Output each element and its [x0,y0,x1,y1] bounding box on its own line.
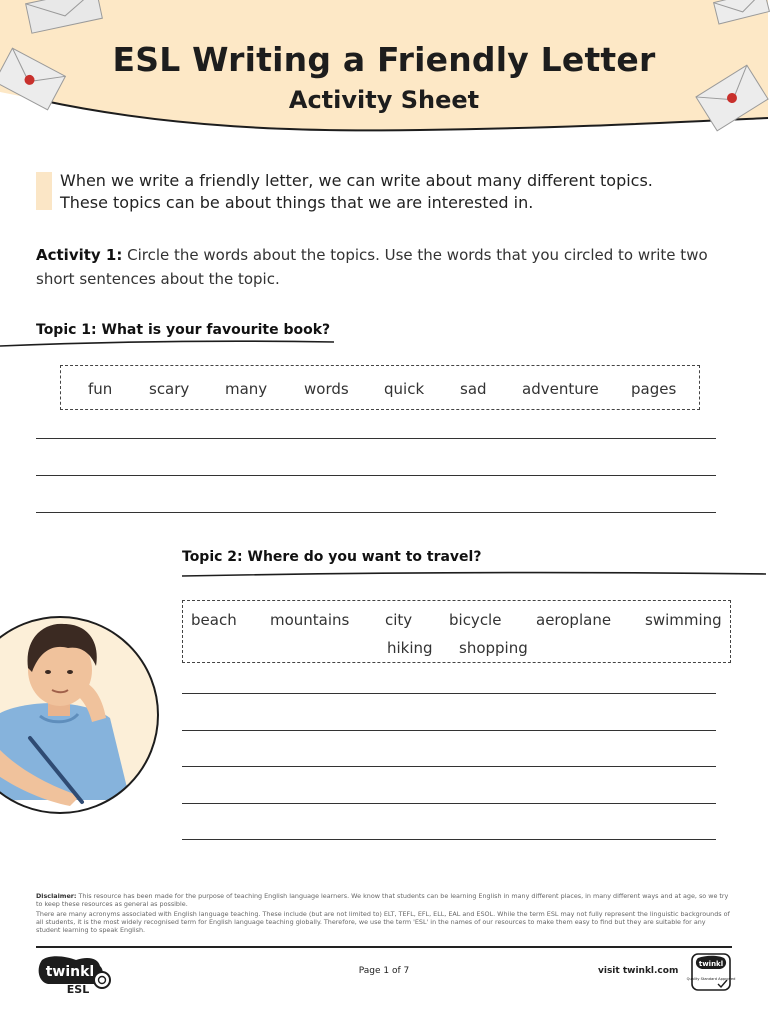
intro-line: These topics can be about things that we are interested in. [60,193,534,212]
writing-line[interactable] [36,512,716,513]
writing-line[interactable] [182,693,716,694]
topic-2-title: Topic 2: Where do you want to travel? [182,549,482,565]
topic-1-title: Topic 1: What is your favourite book? [36,322,331,338]
envelope-icon [0,46,66,112]
topic-1-underline [0,338,340,350]
writing-line[interactable] [182,839,716,840]
word-option[interactable]: fun [88,380,113,398]
activity-label: Activity 1: [36,246,123,264]
word-option[interactable]: city [385,611,413,629]
word-option[interactable]: mountains [270,611,350,629]
writing-line[interactable] [182,730,716,731]
intro-accent-bar [36,172,52,210]
topic-1-word-box [60,365,700,410]
quality-badge-icon [686,952,736,992]
visit-link[interactable]: visit twinkl.com [598,966,679,976]
word-option[interactable]: beach [191,611,237,629]
intro-line: When we write a friendly letter, we can write about many different topics. [60,171,653,190]
disclaimer-label: Disclaimer: [36,892,77,900]
word-option[interactable]: adventure [522,380,599,398]
topic-2-underline [180,566,768,580]
word-option[interactable]: scary [149,380,190,398]
page-title: ESL Writing a Friendly Letter [112,40,656,79]
activity-instructions [36,243,736,291]
word-option[interactable]: shopping [459,639,528,657]
word-option[interactable]: hiking [387,639,433,657]
page-number: Page 1 of 7 [358,966,410,976]
activity-text: Circle the words about the topics. Use the words that you circled to write two short sentences about the topic. [36,246,708,288]
logo-wordmark: twinkl [45,964,95,980]
writing-line[interactable] [36,438,716,439]
word-option[interactable]: bicycle [449,611,502,629]
badge-wordmark: twinkl [698,960,724,968]
word-option[interactable]: aeroplane [536,611,612,629]
envelope-icon [696,62,768,134]
word-option[interactable]: quick [384,380,425,398]
word-option[interactable]: words [304,380,349,398]
envelope-icon [712,0,772,24]
badge-text: Quality Standard Approved [686,977,736,981]
disclaimer-text: There are many acronyms associated with English language teaching. These include (but are not limited to) ELT, TEFL, EFL, ELL, EAL and ESOL. While the term ESL may not fully represent the linguistic backgrounds of all students, it is the most widely recognised term for English language teaching globally. Therefore, we use the term 'ESL' in the names of our resources to make them easy to find but they are suitable for any student learning to speak English. [36,910,730,934]
writing-line[interactable] [182,766,716,767]
page-subtitle: Activity Sheet [288,86,480,114]
word-option[interactable]: swimming [645,611,722,629]
boy-writing-illustration [0,600,160,830]
intro-text [60,170,740,214]
topic-2-word-box [182,600,731,663]
logo-sub: ESL [66,983,90,996]
footer-divider [36,946,732,948]
word-option[interactable]: many [225,380,268,398]
disclaimer [36,892,732,936]
page-header [0,0,768,140]
writing-line[interactable] [36,475,716,476]
word-option[interactable]: sad [460,380,487,398]
word-option[interactable]: pages [631,380,677,398]
envelope-icon [22,0,106,30]
disclaimer-text: This resource has been made for the purpose of teaching English language learners. We know that students can be learning English in many different places, in many different ways and at age, so we try to keep these resources as general as possible. [36,892,729,908]
writing-line[interactable] [182,803,716,804]
